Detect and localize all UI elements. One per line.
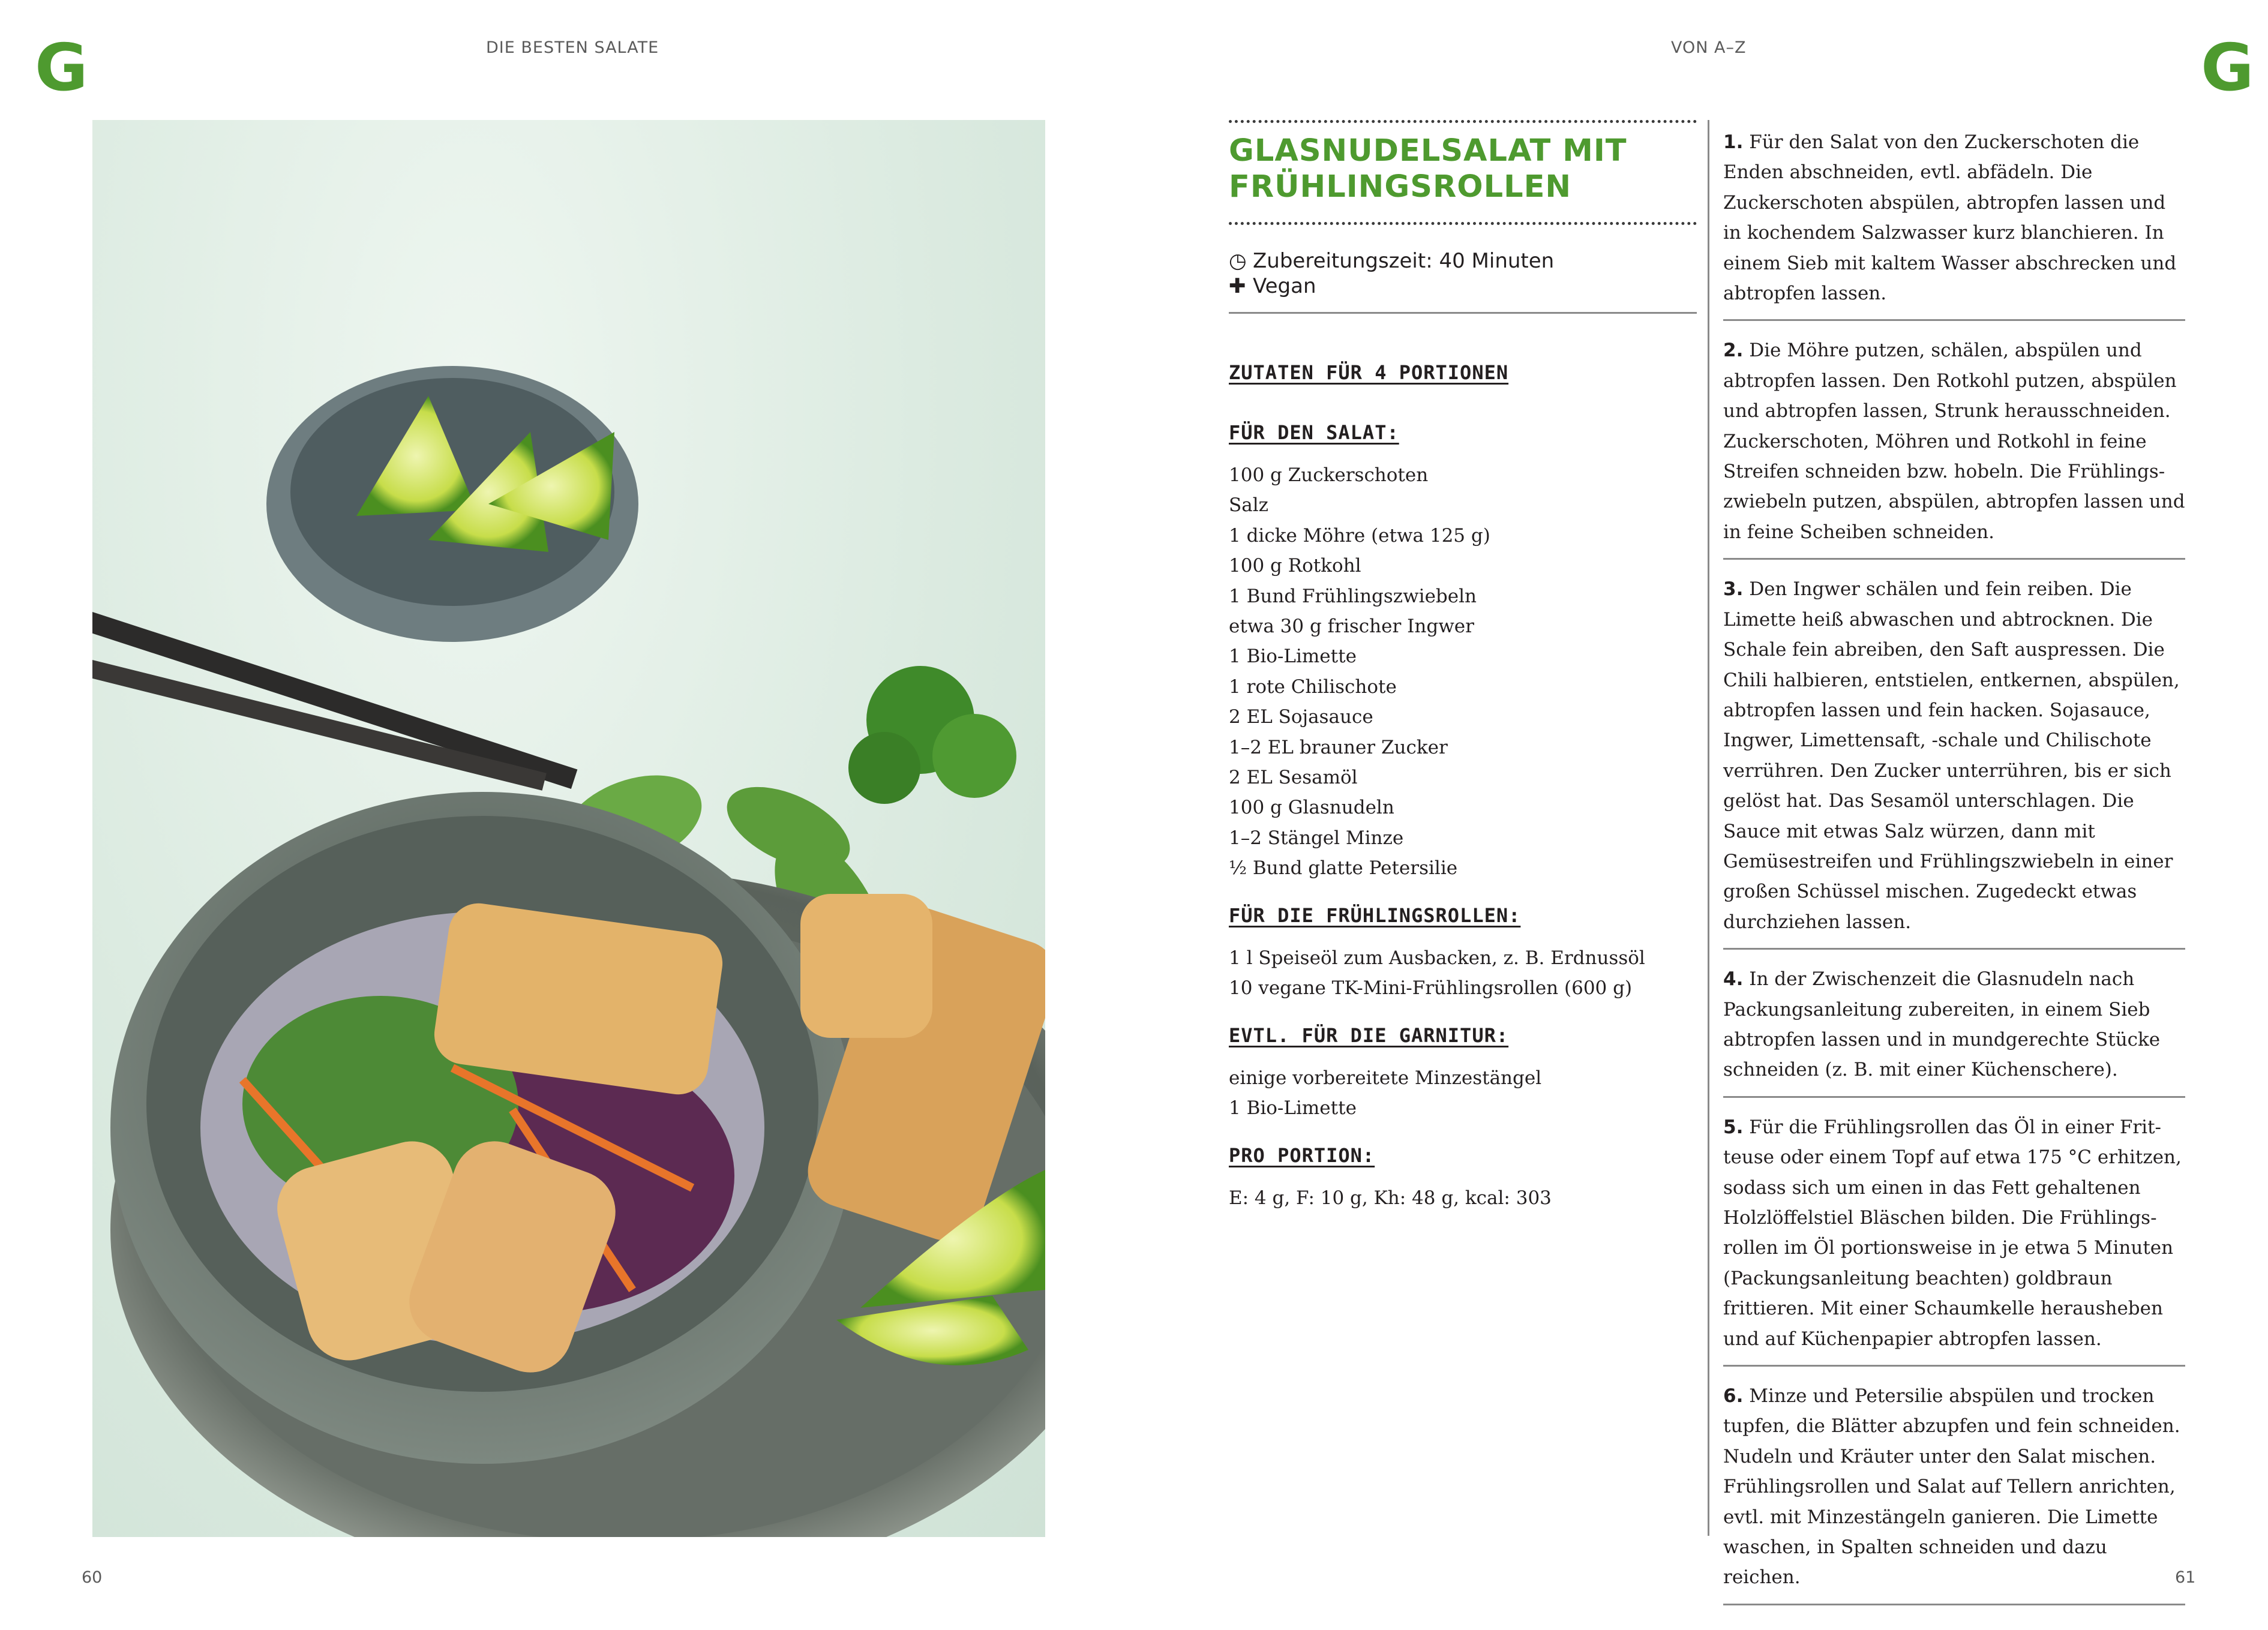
ingredient-item: 100 g Rotkohl xyxy=(1229,555,1361,577)
running-head-right: VON A–Z xyxy=(1671,38,1747,57)
step-number: 1. xyxy=(1723,131,1744,153)
step-text: Für den Salat von den Zuckerschoten die Enden abschneiden, evtl. abfädeln. Die Zuckerschoten abspülen, abtropfen lassen und in kochendem Salzwasser kurz blanchieren. In einem Sieb mit kaltem Wasser abschrecken und abtropfen lassen. xyxy=(1723,131,2177,305)
chopstick xyxy=(92,660,547,791)
clock-icon: ◷ xyxy=(1229,249,1247,273)
rolls-heading: FÜR DIE FRÜHLINGSROLLEN: xyxy=(1229,904,1521,927)
ingredient-item: 1 dicke Möhre (etwa 125 g) xyxy=(1229,524,1490,547)
step-number: 4. xyxy=(1723,968,1744,990)
recipe-photo xyxy=(92,120,1045,1537)
step-text: Minze und Petersilie abspülen und trocken tupfen, die Blätter abzupfen und fein schneiden. Nudeln und Kräuter unter den Salat mischen. Frühlingsrollen und Salat auf Tellern anrichten, evtl. mit Minzestängeln ganieren. Die Limette waschen, in Spalten schneiden und dazu reichen. xyxy=(1723,1385,2180,1589)
ingredient-item: 1 Bund Frühlingszwiebeln xyxy=(1229,585,1477,607)
ingredient-item: 1–2 Stängel Minze xyxy=(1229,827,1404,849)
step-2 xyxy=(1723,335,2185,560)
title-rule-top xyxy=(1229,120,1697,123)
dish-illustration xyxy=(92,120,1045,1537)
brand-logo-right: G xyxy=(2201,31,2254,106)
ingredient-item: etwa 30 g frischer Ingwer xyxy=(1229,616,1474,638)
ingredient-item: 1 rote Chilischote xyxy=(1229,676,1397,698)
ingredient-item: einige vorbereitete Minzestängel xyxy=(1229,1067,1542,1089)
step-text: Den Ingwer schälen und fein reiben. Die Limette heiß abwaschen und abtrocknen. Die Schale fein abreiben, den Saft auspressen. Die Chili halbieren, entstielen, entkernen, abspülen, abtropfen lassen und fein hacken. Sojasauce, Ingwer, Limettensaft, -schale und Chilischote verrühren. Den Zucker unterrühren, bis er sich gelöst hat. Das Sesamöl unterschlagen. Die Sauce mit etwas Salz würzen, dann mit Gemüsestreifen und Frühlingszwiebeln in einer großen Schüssel mischen. Zugedeckt etwas durchziehen lassen. xyxy=(1723,578,2180,933)
salad-heading: FÜR DEN SALAT: xyxy=(1229,421,1399,444)
step-3 xyxy=(1723,574,2185,950)
chopstick xyxy=(92,612,577,789)
title-rule-bottom xyxy=(1229,222,1697,225)
diet-label: Vegan xyxy=(1253,274,1316,298)
ingredient-item: 1 Bio-Limette xyxy=(1229,1097,1357,1119)
ingredient-item: 100 g Glasnudeln xyxy=(1229,797,1394,819)
step-text: Die Möhre putzen, schälen, abspülen und abtropfen lassen. Den Rotkohl putzen, abspülen und abtropfen lassen, Strunk herausschneiden. Zuckerschoten, Möhren und Rotkohl in feine Streifen schneiden bzw. hobeln. Die Frühlings-zwiebeln putzen, abspülen, abtropfen lassen und in feine Scheiben schneiden. xyxy=(1723,340,2185,543)
page-number-left: 60 xyxy=(82,1568,103,1587)
ingredient-item: 1 l Speiseöl zum Ausbacken, z. B. Erdnussöl xyxy=(1229,947,1645,969)
page-number-right: 61 xyxy=(2175,1568,2196,1587)
meta-divider xyxy=(1229,312,1697,314)
step-number: 2. xyxy=(1723,340,1744,362)
step-6 xyxy=(1723,1381,2185,1605)
ingredient-item: 100 g Zuckerschoten xyxy=(1229,464,1429,486)
prep-time-line xyxy=(1229,248,1697,274)
garnish-ingredient-list xyxy=(1229,1063,1661,1124)
rolls-ingredient-list xyxy=(1229,943,1661,1004)
plus-icon: ✚ xyxy=(1229,274,1246,298)
diet-line xyxy=(1229,274,1697,299)
instructions xyxy=(1723,127,2185,1620)
ingredient-item: Salz xyxy=(1229,494,1268,517)
step-5 xyxy=(1723,1112,2185,1367)
brand-logo-left: G xyxy=(35,31,88,106)
portion-heading: PRO PORTION: xyxy=(1229,1144,1375,1167)
ingredient-item: ½ Bund glatte Petersilie xyxy=(1229,857,1458,879)
prep-time: Zubereitungszeit: 40 Minuten xyxy=(1253,249,1555,273)
salad-ingredient-list xyxy=(1229,460,1661,884)
running-head-left: DIE BESTEN SALATE xyxy=(486,38,659,57)
step-4 xyxy=(1723,964,2185,1098)
ingredient-item: 1 Bio-Limette xyxy=(1229,646,1357,668)
step-number: 5. xyxy=(1723,1116,1744,1138)
garnish-heading: EVTL. FÜR DIE GARNITUR: xyxy=(1229,1024,1509,1047)
spring-roll xyxy=(800,894,932,1038)
ingredient-item: 2 EL Sojasauce xyxy=(1229,706,1373,728)
ingredient-item: 10 vegane TK-Mini-Frühlingsrollen (600 g) xyxy=(1229,977,1633,999)
column-divider xyxy=(1708,120,1709,1536)
ingredients-heading: ZUTATEN FÜR 4 PORTIONEN xyxy=(1229,361,1509,384)
ingredient-item: 2 EL Sesamöl xyxy=(1229,767,1358,789)
step-1 xyxy=(1723,127,2185,321)
step-number: 3. xyxy=(1723,578,1744,601)
ingredient-item: 1–2 EL brauner Zucker xyxy=(1229,736,1448,758)
step-text: In der Zwischenzeit die Glasnudeln nach Packungsanleitung zubereiten, in einem Sieb abtropfen lassen und in mundgerechte Stücke schneiden (z. B. mit einer Küchenschere). xyxy=(1723,968,2161,1081)
portion-values: E: 4 g, F: 10 g, Kh: 48 g, kcal: 303 xyxy=(1229,1187,1552,1209)
step-number: 6. xyxy=(1723,1385,1744,1407)
step-text: Für die Frühlingsrollen das Öl in einer Frit-teuse oder einem Topf auf etwa 175 °C erhitzen, sodass sich um einen in das Fett gehaltenen Holzlöffelstiel Bläschen bilden. Die Frühlings-rollen im Öl portionsweise in je etwa 5 Minuten (Packungsanleitung beachten) goldbraun frittieren. Mit einer Schaumkelle herausheben und auf Küchenpapier abtropfen lassen. xyxy=(1723,1116,2182,1350)
recipe-title: GLASNUDELSALAT MIT FRÜHLINGSROLLEN xyxy=(1229,133,1627,205)
